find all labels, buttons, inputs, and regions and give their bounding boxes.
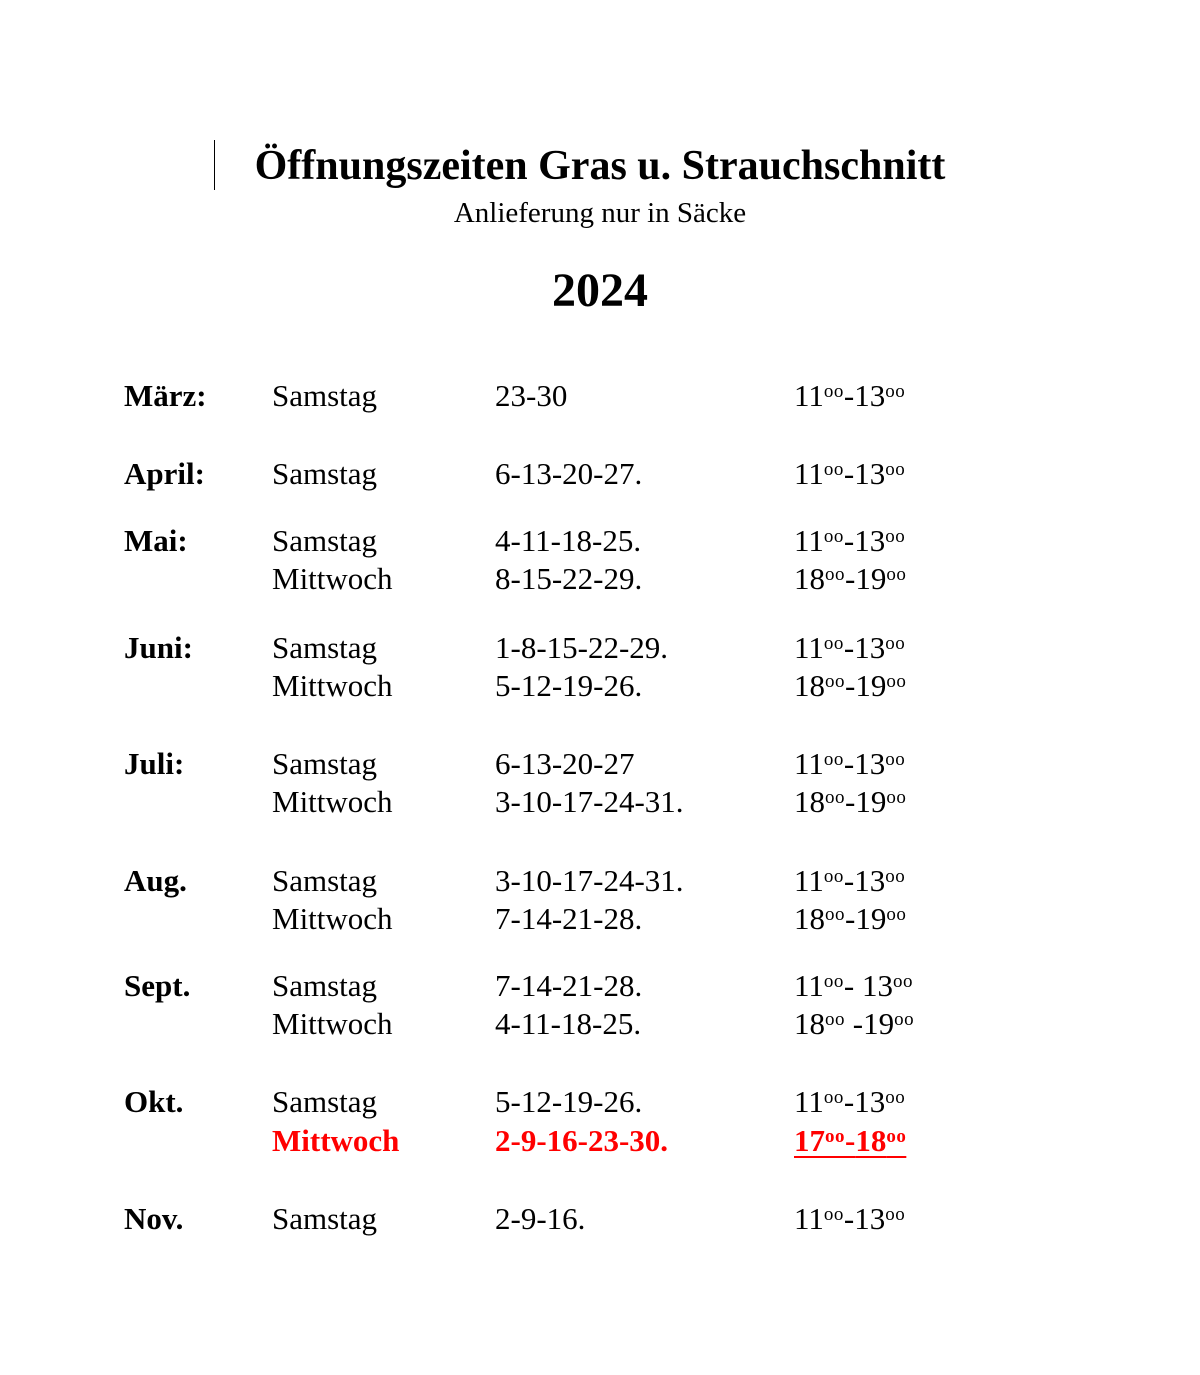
time-to: 19	[855, 668, 887, 703]
time-to: 18	[855, 1123, 887, 1158]
schedule-row	[0, 559, 1200, 599]
time-to: 13	[854, 523, 886, 558]
time-separator: -	[843, 968, 862, 1003]
weekday-label: Samstag	[272, 863, 378, 898]
time-range	[794, 666, 906, 711]
time-range	[794, 454, 905, 499]
time-from: 11	[794, 746, 824, 781]
dates-label: 3-10-17-24-31.	[495, 863, 684, 898]
month-label: Nov.	[124, 1201, 184, 1236]
time-from-minutes: oo	[823, 633, 844, 654]
time-separator: -	[845, 901, 856, 936]
dates-label: 1-8-15-22-29.	[495, 630, 669, 665]
time-from: 11	[794, 456, 824, 491]
schedule-row	[0, 966, 1200, 1006]
time-separator: -	[845, 668, 856, 703]
time-to: 13	[854, 1084, 886, 1119]
weekday-label: Samstag	[272, 1084, 378, 1119]
time-to-minutes: oo	[894, 1009, 915, 1030]
schedule-row	[0, 628, 1200, 668]
time-range	[794, 1199, 905, 1244]
time-from-minutes: oo	[825, 1009, 845, 1030]
time-separator: -	[843, 1084, 855, 1119]
weekday-label: Samstag	[272, 523, 378, 558]
time-from: 11	[794, 1084, 824, 1119]
schedule-row	[0, 376, 1200, 416]
time-from: 11	[794, 630, 824, 665]
weekday-label: Mittwoch	[272, 1123, 400, 1158]
page-subtitle: Anlieferung nur in Säcke	[453, 197, 747, 229]
dates-label: 6-13-20-27.	[495, 456, 643, 491]
time-from-minutes: oo	[823, 381, 844, 402]
time-separator: -	[843, 630, 855, 665]
schedule-row	[0, 782, 1200, 822]
time-range	[794, 1004, 914, 1049]
time-to: 13	[854, 456, 886, 491]
time-separator: -	[843, 1201, 855, 1236]
dates-label: 8-15-22-29.	[495, 561, 643, 596]
dates-label: 4-11-18-25.	[495, 1006, 642, 1041]
schedule-row	[0, 744, 1200, 784]
time-to: 19	[855, 784, 887, 819]
time-to-minutes: oo	[885, 381, 906, 402]
time-separator: -	[845, 1006, 864, 1041]
time-separator: -	[845, 1123, 856, 1158]
month-label: Okt.	[124, 1084, 184, 1119]
time-separator: -	[843, 746, 855, 781]
time-to-minutes: oo	[886, 787, 907, 808]
time-from-minutes: oo	[825, 787, 845, 808]
time-to-minutes: oo	[885, 1204, 906, 1225]
time-to: 19	[855, 901, 887, 936]
time-from-minutes: oo	[825, 564, 845, 585]
time-from-minutes: oo	[823, 749, 844, 770]
dates-label: 23-30	[495, 378, 568, 413]
weekday-label: Mittwoch	[272, 561, 393, 596]
time-from-minutes: oo	[825, 671, 845, 692]
weekday-label: Samstag	[272, 1201, 378, 1236]
time-from-minutes: oo	[825, 904, 845, 925]
time-separator: -	[845, 784, 856, 819]
time-to-minutes: oo	[886, 564, 907, 585]
time-separator: -	[845, 561, 856, 596]
month-label: März:	[124, 378, 207, 413]
weekday-label: Mittwoch	[272, 784, 393, 819]
time-from: 18	[794, 784, 825, 819]
dates-label: 4-11-18-25.	[495, 523, 642, 558]
time-to-minutes: oo	[886, 671, 907, 692]
time-from: 11	[794, 523, 824, 558]
time-from: 11	[794, 1201, 824, 1236]
month-label: Juni:	[124, 630, 193, 665]
dates-label: 2-9-16-23-30.	[495, 1123, 669, 1158]
time-to: 13	[854, 1201, 886, 1236]
schedule-row	[0, 666, 1200, 706]
time-separator: -	[843, 456, 855, 491]
time-to-minutes: oo	[885, 1087, 906, 1108]
schedule-row	[0, 1121, 1200, 1161]
time-from: 17	[794, 1123, 825, 1158]
schedule-row	[0, 1082, 1200, 1122]
time-to-minutes: oo	[885, 749, 906, 770]
time-from: 11	[794, 378, 824, 413]
time-range	[794, 899, 906, 944]
time-from-minutes: oo	[825, 1126, 845, 1147]
time-to: 13	[854, 378, 886, 413]
schedule-row	[0, 454, 1200, 494]
time-range	[794, 376, 905, 421]
weekday-label: Mittwoch	[272, 668, 393, 703]
time-separator: -	[843, 523, 855, 558]
schedule-row	[0, 861, 1200, 901]
time-to: 13	[854, 746, 886, 781]
weekday-label: Samstag	[272, 746, 378, 781]
page-title: Öffnungszeiten Gras u. Strauchschnitt	[254, 143, 946, 189]
dates-label: 2-9-16.	[495, 1201, 586, 1236]
weekday-label: Samstag	[272, 630, 378, 665]
time-to-minutes: oo	[885, 526, 906, 547]
time-from-minutes: oo	[823, 1087, 844, 1108]
schedule-row	[0, 521, 1200, 561]
time-from: 11	[794, 863, 824, 898]
time-to: 19	[863, 1006, 895, 1041]
time-to-minutes: oo	[886, 904, 907, 925]
time-separator: -	[843, 863, 855, 898]
time-separator: -	[843, 378, 855, 413]
time-from: 18	[794, 561, 825, 596]
time-to: 19	[855, 561, 887, 596]
month-label: Mai:	[124, 523, 188, 558]
weekday-label: Mittwoch	[272, 901, 393, 936]
time-from: 11	[794, 968, 824, 1003]
time-range	[794, 559, 906, 604]
year-heading: 2024	[552, 264, 648, 317]
weekday-label: Samstag	[272, 378, 378, 413]
time-from-minutes: oo	[823, 971, 844, 992]
dates-label: 7-14-21-28.	[495, 901, 643, 936]
schedule-row	[0, 1004, 1200, 1044]
time-from: 18	[794, 901, 825, 936]
time-from: 18	[794, 1006, 825, 1041]
weekday-label: Samstag	[272, 968, 378, 1003]
dates-label: 7-14-21-28.	[495, 968, 643, 1003]
month-label: Sept.	[124, 968, 191, 1003]
dates-label: 5-12-19-26.	[495, 668, 643, 703]
month-label: April:	[124, 456, 205, 491]
time-to-minutes: oo	[892, 971, 913, 992]
schedule-row	[0, 1199, 1200, 1239]
time-from-minutes: oo	[823, 526, 844, 547]
time-from-minutes: oo	[823, 1204, 844, 1225]
weekday-label: Samstag	[272, 456, 378, 491]
schedule-row	[0, 899, 1200, 939]
dates-label: 6-13-20-27	[495, 746, 635, 781]
time-to-minutes: oo	[886, 1126, 907, 1147]
time-to: 13	[854, 863, 886, 898]
time-to-minutes: oo	[885, 866, 906, 887]
time-from: 18	[794, 668, 825, 703]
dates-label: 5-12-19-26.	[495, 1084, 643, 1119]
time-from-minutes: oo	[823, 459, 844, 480]
time-range	[794, 782, 906, 827]
time-to-minutes: oo	[885, 459, 906, 480]
month-label: Juli:	[124, 746, 185, 781]
time-to: 13	[861, 968, 893, 1003]
weekday-label: Mittwoch	[272, 1006, 393, 1041]
time-to-minutes: oo	[885, 633, 906, 654]
time-range	[794, 1121, 906, 1166]
dates-label: 3-10-17-24-31.	[495, 784, 684, 819]
time-from-minutes: oo	[823, 866, 844, 887]
time-to: 13	[854, 630, 886, 665]
month-label: Aug.	[124, 863, 187, 898]
